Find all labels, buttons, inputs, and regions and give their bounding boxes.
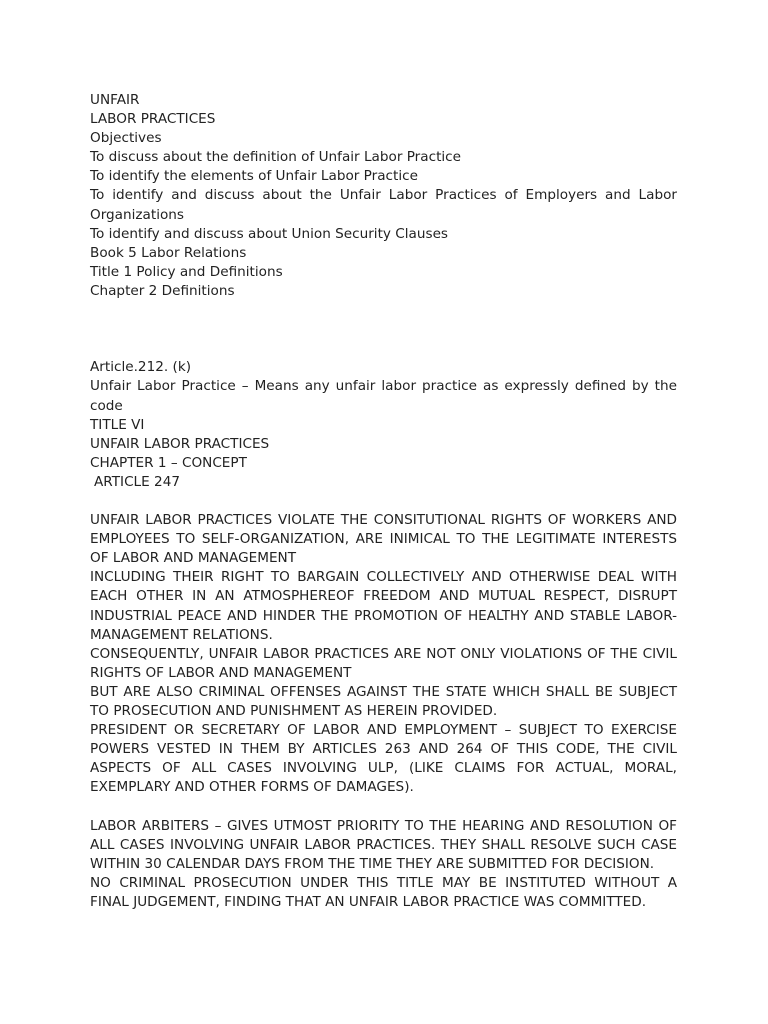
- spacer: [90, 797, 677, 816]
- body-paragraph: INCLUDING THEIR RIGHT TO BARGAIN COLLECTIVELY AND OTHERWISE DEAL WITH EACH OTHER IN AN ATMOSPHEREOF FREEDOM AND MUTUAL RESPECT, DISRUPT INDUSTRIAL PEACE AND HINDER THE PROMOTION OF HEALTHY AND STABLE LABOR-MANAGEMENT RELATIONS.: [90, 569, 677, 643]
- title-vi-heading: TITLE VI: [90, 416, 145, 433]
- spacer: [90, 492, 677, 511]
- document-page: [90, 91, 677, 912]
- definition-article: Article.212. (k): [90, 359, 191, 376]
- objective-item: To discuss about the definition of Unfair Labor Practice: [90, 149, 462, 166]
- document-title-line2: LABOR PRACTICES: [90, 111, 216, 128]
- chapter-heading: Chapter 2 Definitions: [90, 282, 235, 299]
- book-heading: Book 5 Labor Relations: [90, 244, 247, 261]
- closing-paragraph: LABOR ARBITERS – GIVES UTMOST PRIORITY TO THE HEARING AND RESOLUTION OF ALL CASES INVOLVING UNFAIR LABOR PRACTICES. THEY SHALL RESOLVE SUCH CASE WITHIN 30 CALENDAR DAYS FROM THE TIME THEY ARE SUBMITTED FOR DECISION.: [90, 817, 677, 872]
- title-vi-chapter: CHAPTER 1 – CONCEPT: [90, 454, 247, 471]
- document-title-line1: UNFAIR: [90, 92, 140, 108]
- body-paragraph: BUT ARE ALSO CRIMINAL OFFENSES AGAINST THE STATE WHICH SHALL BE SUBJECT TO PROSECUTION AND PUNISHMENT AS HEREIN PROVIDED.: [90, 683, 677, 720]
- body-paragraph: CONSEQUENTLY, UNFAIR LABOR PRACTICES ARE NOT ONLY VIOLATIONS OF THE CIVIL RIGHTS OF LABOR AND MANAGEMENT: [90, 645, 677, 681]
- title-vi-name: UNFAIR LABOR PRACTICES: [90, 435, 270, 452]
- closing-paragraph: NO CRIMINAL PROSECUTION UNDER THIS TITLE MAY BE INSTITUTED WITHOUT A FINAL JUDGEMENT, FINDING THAT AN UNFAIR LABOR PRACTICE WAS COMMITTED.: [90, 874, 677, 910]
- objective-item: To identify and discuss about Union Security Clauses: [90, 225, 449, 242]
- spacer: [90, 301, 677, 358]
- definition-text: Unfair Labor Practice – Means any unfair labor practice as expressly defined by the code: [90, 378, 677, 414]
- title-heading: Title 1 Policy and Definitions: [90, 263, 283, 280]
- objective-item: To identify and discuss about the Unfair Labor Practices of Employers and Labor Organizations: [90, 187, 677, 223]
- body-paragraph: UNFAIR LABOR PRACTICES VIOLATE THE CONSITUTIONAL RIGHTS OF WORKERS AND EMPLOYEES TO SELF-ORGANIZATION, ARE INIMICAL TO THE LEGITIMATE INTERESTS OF LABOR AND MANAGEMENT: [90, 512, 677, 567]
- objective-item: To identify the elements of Unfair Labor Practice: [90, 168, 418, 185]
- title-vi-article: ARTICLE 247: [94, 473, 180, 490]
- body-paragraph: PRESIDENT OR SECRETARY OF LABOR AND EMPLOYMENT – SUBJECT TO EXERCISE POWERS VESTED IN THEM BY ARTICLES 263 AND 264 OF THIS CODE, THE CIVIL ASPECTS OF ALL CASES INVOLVING ULP, (LIKE CLAIMS FOR ACTUAL, MORAL, EXEMPLARY AND OTHER FORMS OF DAMAGES).: [90, 722, 677, 796]
- objectives-heading: Objectives: [90, 130, 162, 147]
